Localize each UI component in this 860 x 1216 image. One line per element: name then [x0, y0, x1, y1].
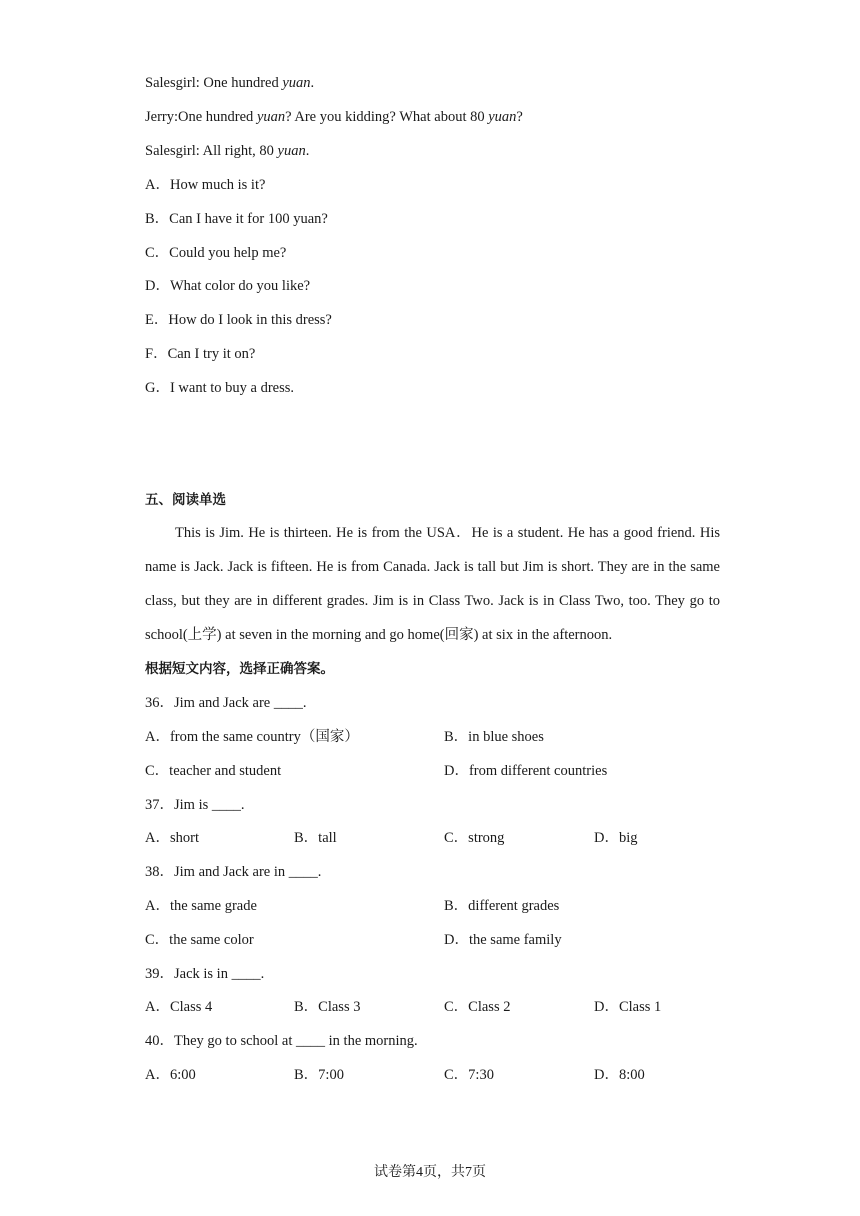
dialogue-line: Jerry:One hundred yuan? Are you kidding? What about 80 yuan? — [145, 109, 523, 125]
question-stem: 39．Jack is in ____. — [145, 966, 265, 982]
answer-option: A．short — [145, 830, 199, 846]
answer-option: B．in blue shoes — [444, 729, 544, 745]
answer-option: B．different grades — [444, 898, 560, 914]
choice-option: D．What color do you like? — [145, 278, 311, 294]
choice-option: A．How much is it? — [145, 177, 266, 193]
answer-option: A．the same grade — [145, 898, 257, 914]
answer-option: D．big — [594, 830, 638, 846]
choice-option: E．How do I look in this dress? — [145, 312, 332, 328]
dialogue-line: Salesgirl: All right, 80 yuan. — [145, 143, 310, 159]
answer-option: A．Class 4 — [145, 999, 213, 1015]
question-stem: 36．Jim and Jack are ____. — [145, 695, 307, 711]
answer-option: A．from the same country（国家） — [145, 729, 359, 745]
section-title: 五、阅读单选 — [145, 492, 226, 508]
choice-option: G．I want to buy a dress. — [145, 380, 295, 396]
answer-option: C．7:30 — [444, 1067, 494, 1083]
reading-passage: This is Jim. He is thirteen. He is from the USA．He is a student. He has a good friend. His name is Jack. Jack is fifteen. He is from Canada. Jack is tall but Jim is short. They are in the same class, but they are in different grades. Jim is in Class Two. Jack is in Class Two, too. They go to school(上学) at seven in the morning and go home(回家) at six in the afternoon. — [145, 525, 720, 643]
answer-option: C．Class 2 — [444, 999, 511, 1015]
choice-option: C．Could you help me? — [145, 245, 287, 261]
answer-option: B．7:00 — [294, 1067, 344, 1083]
question-stem: 40．They go to school at ____ in the morning. — [145, 1033, 418, 1049]
question-stem: 37．Jim is ____. — [145, 797, 245, 813]
answer-option: A．6:00 — [145, 1067, 196, 1083]
answer-option: B．Class 3 — [294, 999, 361, 1015]
choice-option: B．Can I have it for 100 yuan? — [145, 211, 328, 227]
page-footer: 试卷第4页，共7页 — [374, 1165, 486, 1180]
answer-option: C．the same color — [145, 932, 254, 948]
choice-option: F．Can I try it on? — [145, 346, 256, 362]
answer-option: C．strong — [444, 830, 505, 846]
answer-option: C．teacher and student — [145, 763, 282, 779]
answer-option: D．8:00 — [594, 1067, 645, 1083]
dialogue-line: Salesgirl: One hundred yuan. — [145, 75, 315, 91]
answer-option: D．from different countries — [444, 763, 608, 779]
instruction-text: 根据短文内容，选择正确答案。 — [145, 661, 334, 677]
answer-option: D．the same family — [444, 932, 562, 948]
answer-option: D．Class 1 — [594, 999, 662, 1015]
answer-option: B．tall — [294, 830, 337, 846]
question-stem: 38．Jim and Jack are in ____. — [145, 864, 322, 880]
